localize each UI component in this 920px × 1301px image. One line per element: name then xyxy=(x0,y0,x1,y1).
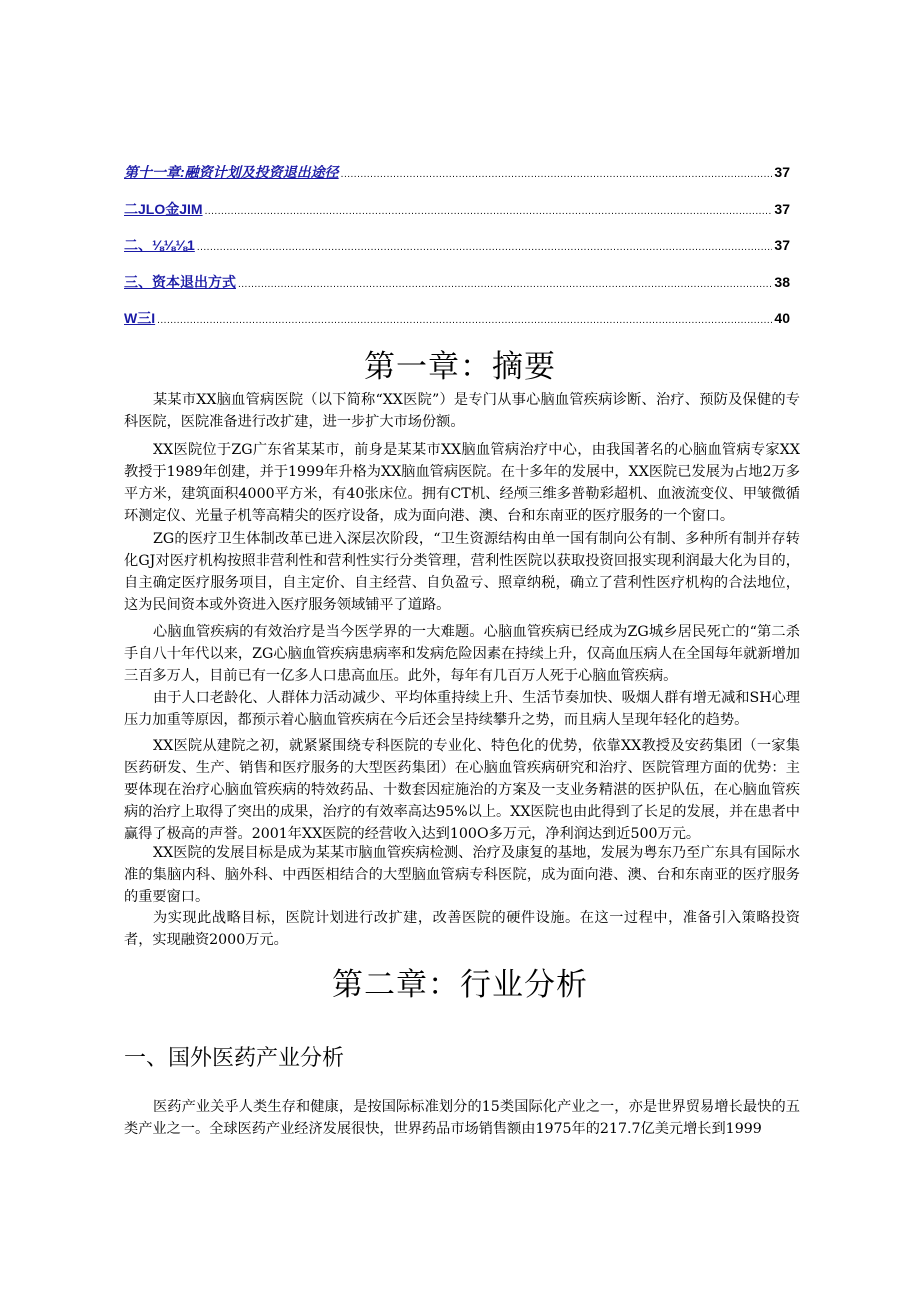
toc-entry-title[interactable]: 三、资本退出方式 xyxy=(124,273,236,290)
toc-leader-dots xyxy=(205,206,773,217)
toc-entry-page: 37 xyxy=(774,164,790,180)
toc-entry-capital-exit[interactable] xyxy=(124,272,790,296)
toc-leader-dots xyxy=(341,169,773,180)
toc-entry-3[interactable] xyxy=(124,235,790,259)
toc-entry-title[interactable]: 第十一章:融资计划及投资退出途径 xyxy=(124,164,339,180)
toc-entry-page: 37 xyxy=(774,200,790,217)
section-title: 一、国外医药产业分析 xyxy=(124,1046,345,1071)
paragraph: XX医院位于ZG广东省某某市，前身是某某市XX脑血管病治疗中心，由我国著名的心脑血管病专家XX教授于1989年创建，并于1999年升格为XX脑血管病医院。在十多年的发展中，XX医院已发展为占地2万多平方米，建筑面积4000平方米，有40张床位。拥有CT机、经颅三维多普勒彩超机、血液流变仪、甲皱微循环测定仪、光量子机等高精尖的医疗设备，成为面向港、澳、台和东南亚的医疗服务的一个窗口。 xyxy=(124,442,800,524)
paragraph: 医药产业关乎人类生存和健康，是按国际标准划分的15类国际化产业之一，亦是世界贸易增长最快的五类产业之一。全球医药产业经济发展很快，世界药品市场销售额由1975年的217.7亿美元增长到1999 xyxy=(124,1099,800,1137)
paragraph: 为实现此战略目标，医院计划进行改扩建，改善医院的硬件设施。在这一过程中，准备引入策略投资者，实现融资2000万元。 xyxy=(124,910,800,948)
paragraph: 由于人口老龄化、人群体力活动减少、平均体重持续上升、生活节奏加快、吸烟人群有增无减和SH心理压力加重等原因，都预示着心脑血管疾病在今后还会呈持续攀升之势，而且病人呈现年轻化的趋势。 xyxy=(124,690,800,728)
toc-entry-title[interactable]: 二、⅛⅛⅛1 xyxy=(124,237,195,253)
chapter-2-title: 第二章：行业分析 xyxy=(332,967,588,1003)
toc-entry-page: 40 xyxy=(774,310,790,326)
toc-leader-dots xyxy=(238,279,772,290)
paragraph: 某某市XX脑血管病医院（以下简称“XX医院”）是专门从事心脑血管疾病诊断、治疗、预防及保健的专科医院，医院准备进行改扩建，进一步扩大市场份额。 xyxy=(124,392,800,430)
toc-entry-5[interactable] xyxy=(124,308,790,332)
toc-entry-page: 38 xyxy=(774,273,790,290)
paragraph: XX医院从建院之初，就紧紧围绕专科医院的专业化、特色化的优势，依靠XX教授及安药集团（一家集医药研发、生产、销售和医疗服务的大型医药集团）在心脑血管疾病研究和治疗、医院管理方面的优势：主要体现在治疗心脑血管疾病的特效药品、十数套因症施治的方案及一支业务精湛的医护队伍，在心脑血管疾病的治疗上取得了突出的成果，治疗的有效率高达95%以上。XX医院也由此得到了长足的发展，并在患者中赢得了极高的声誉。2001年XX医院的经营收入达到100O多万元，净利润达到近500万元。 xyxy=(124,738,800,842)
toc-entry-page: 37 xyxy=(774,237,790,253)
toc-entry-2[interactable] xyxy=(124,199,790,223)
toc-leader-dots xyxy=(197,242,773,253)
table-of-contents xyxy=(124,162,790,345)
toc-entry-chapter-11[interactable] xyxy=(124,162,790,186)
toc-entry-title[interactable]: W三I xyxy=(124,310,156,326)
toc-entry-title[interactable]: 二JLO金JIM xyxy=(124,200,203,217)
paragraph: XX医院的发展目标是成为某某市脑血管疾病检测、治疗及康复的基地，发展为粤东乃至广东具有国际水准的集脑内科、脑外科、中西医相结合的大型脑血管病专科医院，成为面向港、澳、台和东南亚的医疗服务的重要窗口。 xyxy=(124,845,800,905)
chapter-1-title: 第一章：摘要 xyxy=(364,349,556,385)
toc-leader-dots xyxy=(157,315,772,326)
paragraph: ZG的医疗卫生体制改革已进入深层次阶段，“卫生资源结构由单一国有制向公有制、多种所有制并存转化GJ对医疗机构按照非营利性和营利性实行分类管理，营利性医院以获取投资回报实现利润最大化为目的，自主确定医疗服务项目，自主定价、自主经营、自负盈亏、照章纳税，确立了营利性医疗机构的合法地位，这为民间资本或外资进入医疗服务领域铺平了道路。 xyxy=(124,531,800,613)
paragraph: 心脑血管疾病的有效治疗是当今医学界的一大难题。心脑血管疾病已经成为ZG城乡居民死亡的“第二杀手自八十年代以来，ZG心脑血管疾病患病率和发病危险因素在持续上升，仅高血压病人在全国每年就新增加三百多万人，目前已有一亿多人口患高血压。此外，每年有几百万人死于心脑血管疾病。 xyxy=(124,624,800,684)
